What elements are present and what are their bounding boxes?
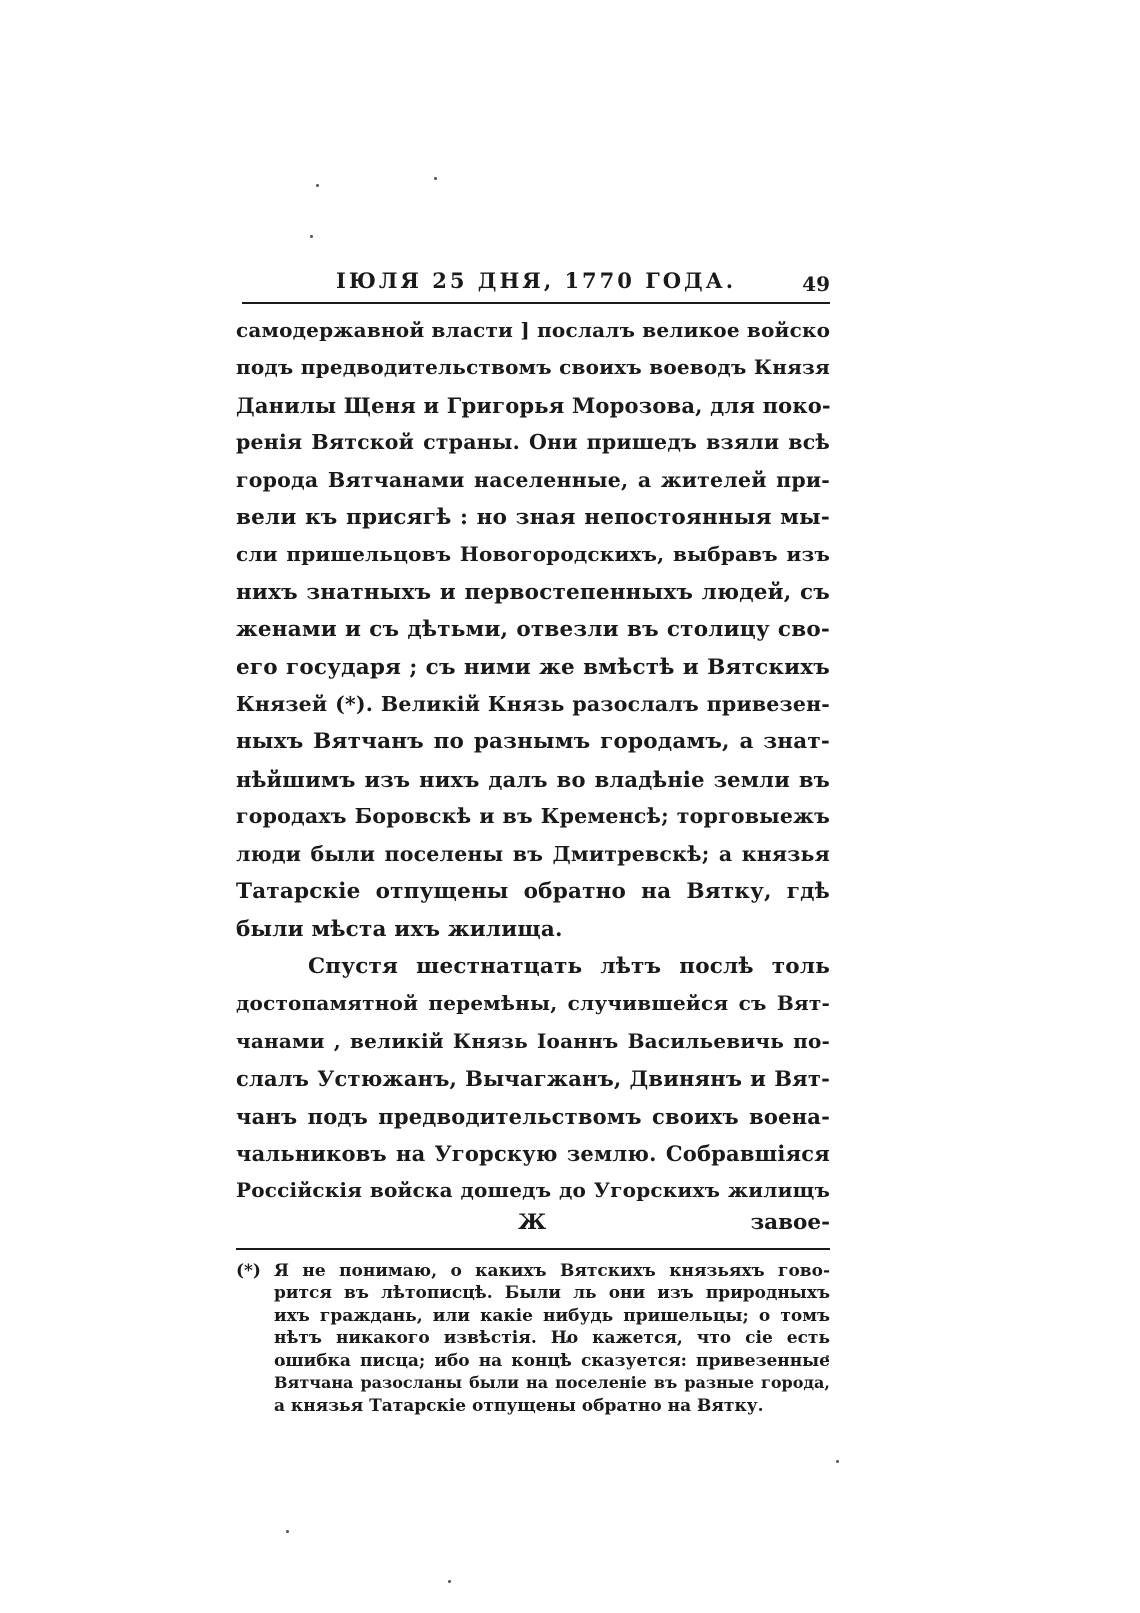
text-line: вели къ присягѣ : но зная непостоянныя мы- [236,505,830,531]
text-line: нихъ знатныхъ и первостепенныхъ людей, съ [236,579,830,605]
footnote [236,1260,830,1418]
text-line: подъ предводительствомъ своихъ воеводъ Князя [236,355,830,380]
catchword: завое- [750,1209,830,1235]
text-line: сли пришельцовъ Новогородскихъ, выбравъ изъ [236,542,830,567]
footnote-line: а князья Татарскіе отпущены обратно на Вятку. [274,1395,764,1416]
text-line: самодержавной власти ] послалъ великое войско [236,318,831,342]
footnote-line: ихъ граждань, или какіе нибудь пришельцы; о томъ [274,1305,830,1326]
text-line: города Вятчанами населенные, а жителей при- [236,467,830,492]
text-line: Россійскія войска дошедъ до Угорскихъ жилищъ [236,1178,830,1203]
text-line: городахъ Боровскѣ и въ Кременсѣ; торговыежъ [236,804,830,829]
footnote-line [236,1260,830,1283]
page-number: 49 [802,272,830,296]
running-head [236,268,830,302]
footnote-line: ошибка писца; ибо на концѣ сказуется: привезенные [274,1350,830,1371]
text-line: чальниковъ на Угорскую землю. Собравшіяся [236,1140,830,1166]
footnote-line: нѣтъ никакого извѣстія. Но кажется, что сіе есть [274,1328,830,1349]
footnote-marker: (*) [236,1260,261,1281]
text-line: ренія Вятской страны. Они пришедъ взяли всѣ [236,430,830,455]
text-line: достопамятной перемѣны, случившейся съ Вят- [236,991,830,1016]
signature-mark: Ж [518,1209,547,1235]
text-line: чанъ подъ предводительствомъ своихъ воена- [236,1103,830,1129]
catch-row [236,1210,830,1246]
header-rule [242,302,830,304]
footnote-rule [236,1248,830,1250]
text-line: женами и съ дѣтьми, отвезли въ столицу сво- [236,617,830,643]
text-line: нѣйшимъ изъ нихъ далъ во владѣніе земли въ [236,766,830,792]
text-line: были мѣста ихъ жилища. [236,916,563,942]
text-line: Спустя шестнатцать лѣтъ послѣ толь [308,953,830,979]
text-line: люди были поселены въ Дмитревскѣ; а князья [236,841,830,866]
text-line: слалъ Устюжанъ, Вычагжанъ, Двинянъ и Вят- [236,1066,830,1092]
book-page [236,268,830,1417]
footnote-line-text: Я не понимаю, о какихъ Вятскихъ князьяхъ гово- [274,1260,830,1281]
text-line: Татарскіе отпущены обратно на Вятку, гдѣ [236,879,830,905]
text-line: ныхъ Вятчанъ по разнымъ городамъ, а знат- [236,729,830,755]
text-line: Князей (*). Великій Князь разослалъ привезен- [236,692,830,717]
text-line: чанами , великій Князь Іоаннъ Васильевичь по- [236,1028,830,1053]
text-line: Данилы Щеня и Григорья Морозова, для поко- [236,392,831,418]
text-line: его государя ; съ ними же вмѣстѣ и Вятскихъ [236,654,830,680]
main-text [236,312,830,1210]
running-title: ІЮЛЯ 25 ДНЯ, 1770 ГОДА. [336,268,737,293]
footnote-line: Вятчана разосланы были на поселеніе въ разные города, [274,1373,830,1393]
footnote-line: рится въ лѣтописцѣ. Были ль они изъ природныхъ [274,1283,830,1304]
